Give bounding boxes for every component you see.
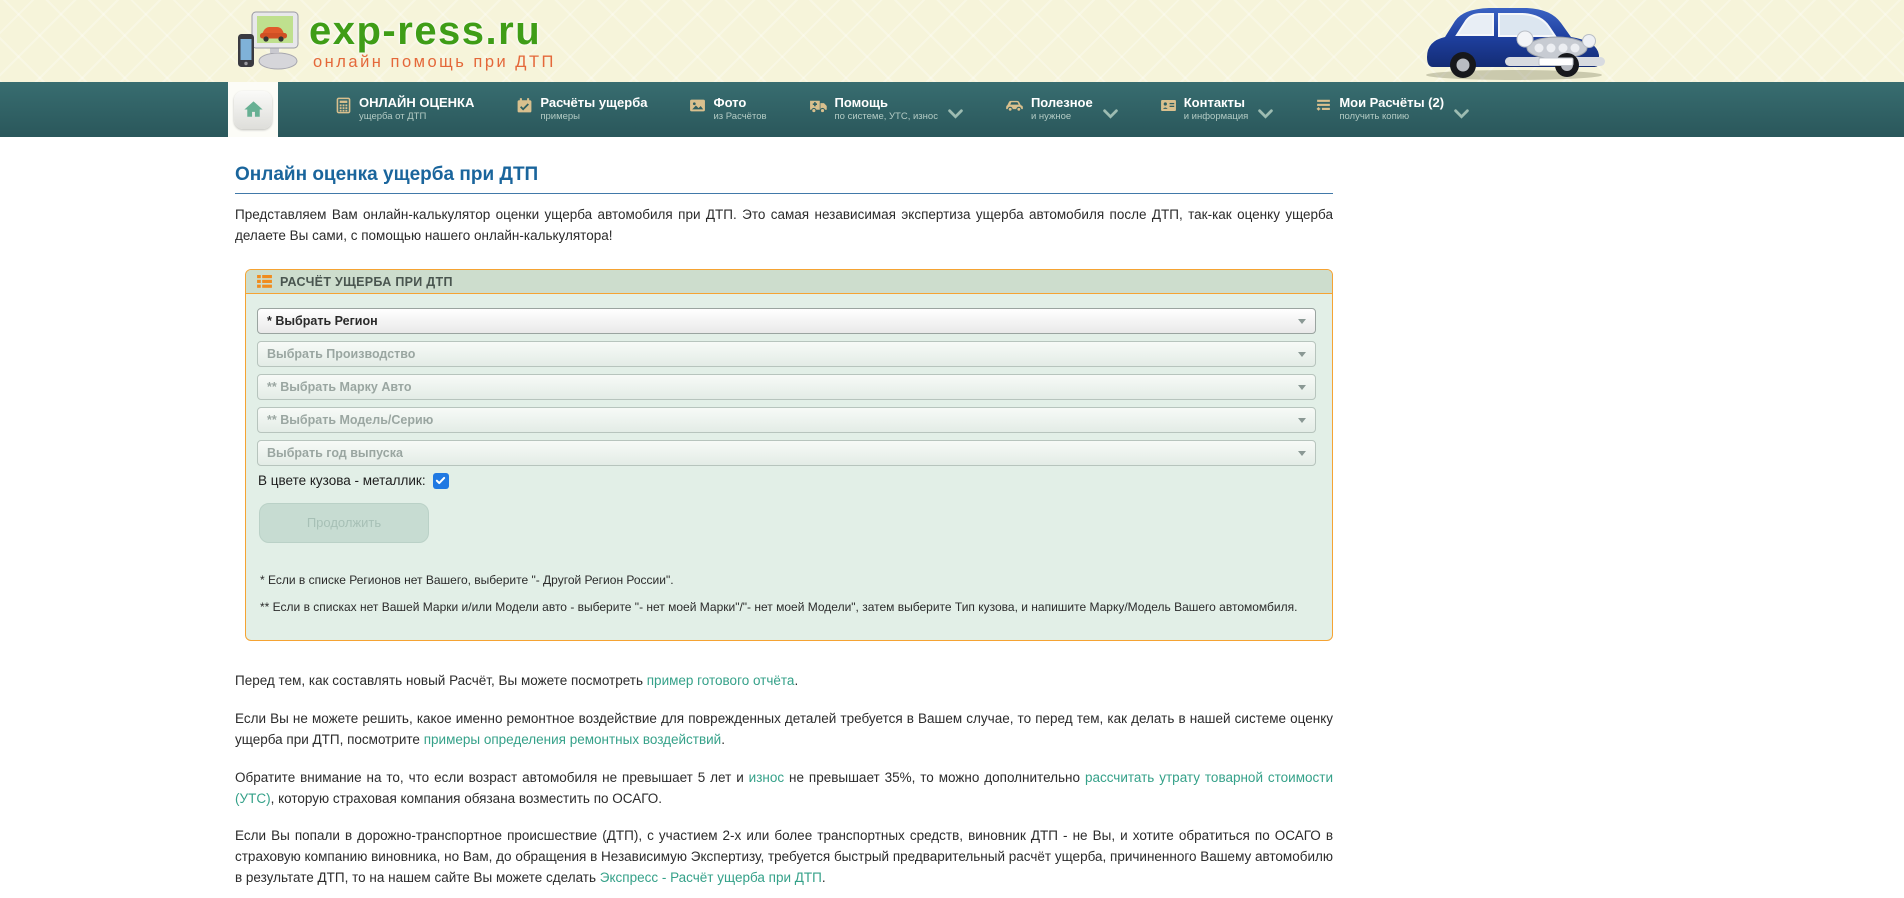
calc-panel [245,269,1333,641]
main-content [0,137,1904,889]
select-label: Выбрать Производство [267,346,416,361]
text-link[interactable]: Экспресс - Расчёт ущерба при ДТП [599,870,822,886]
nav-item-text [1031,96,1093,122]
nav-item-label: Фото [713,95,747,111]
text-segment: , которую страховая компания обязана возместить по ОСАГО. [270,790,663,806]
dropdown-arrow-icon [1298,451,1306,456]
nav-home-button[interactable] [228,82,278,137]
dropdown-arrow-icon [1298,352,1306,357]
text-segment: Перед тем, как составлять новый Расчёт, Вы можете посмотреть [235,672,647,688]
nav-item-poleznoe[interactable] [1005,96,1118,122]
chevron-down-icon [1454,109,1469,119]
chevron-down-icon [948,109,963,119]
dropdown-arrow-icon [1298,319,1306,324]
ambulance-icon [809,97,828,114]
text-segment: . [821,870,826,886]
nav-item-text [540,96,647,122]
calculator-icon [335,97,352,114]
nav-item-label: ОНЛАЙН ОЦЕНКА [359,95,475,111]
car-illustration [1419,1,1609,86]
select-list [257,308,1316,466]
car-icon [1005,97,1024,114]
text-segment: . [721,731,725,747]
logo-tagline: онлайн помощь при ДТП [313,52,556,71]
intro-paragraph: Представляем Вам онлайн-калькулятор оценки ущерба автомобиля при ДТП. Это самая независимая экспертиза ущерба автомобиля после ДТП, так-как оценку ущерба делаете Вы сами, с помощью нашего онлайн-калькулятора! [235,207,1333,243]
info-paragraph-1 [235,671,1333,692]
main-nav [0,82,1904,137]
nav-item-text [359,96,474,122]
metallic-checkbox-label: В цвете кузова - металлик: [258,473,426,489]
text-segment: не превышает 35%, то можно дополнительно [784,769,1085,785]
text-link[interactable]: пример готового отчёта [646,672,795,688]
chevron-down-icon [1103,109,1118,119]
metallic-checkbox[interactable] [433,473,449,489]
info-paragraph-2 [235,709,1333,751]
nav-item-text [835,96,938,122]
contact-card-icon [1160,97,1177,114]
calc-panel-title: РАСЧЁТ УЩЕРБА ПРИ ДТП [280,274,453,289]
text-segment: Если Вы не можете решить, какое именно ремонтное воздействие для поврежденных деталей требуется в Вашем случае, то перед тем, как делать в нашей системе оценку ущерба при ДТП, посмотрите [235,710,1333,747]
nav-item-moi-raschety[interactable] [1315,96,1469,122]
logo-computer-phone-icon [235,10,301,72]
nav-item-sublabel: ущерба от ДТП [359,111,427,123]
model-select [257,407,1316,433]
info-paragraph-4 [235,826,1333,889]
select-label: * Выбрать Регион [267,313,378,328]
nav-item-sublabel: получить копию [1339,111,1410,123]
text-segment: Обратите внимание на то, что если возраст автомобиля не превышает 5 лет и [235,769,749,785]
nav-item-text [713,96,766,122]
region-select[interactable] [257,308,1316,334]
nav-item-label: Полезное [1030,95,1093,111]
metallic-checkbox-row [258,473,1316,489]
nav-item-sublabel: примеры [540,111,581,123]
select-label: ** Выбрать Модель/Серию [267,412,434,427]
nav-item-pomosch[interactable] [809,96,963,122]
calc-panel-header [246,270,1332,294]
photo-icon [689,97,706,114]
dropdown-arrow-icon [1298,385,1306,390]
nav-item-sublabel: и информация [1183,111,1249,123]
home-icon [234,91,272,129]
nav-item-raschety-uscherba[interactable] [516,96,647,122]
site-header [0,0,1904,82]
nav-item-foto[interactable] [689,96,766,122]
dropdown-arrow-icon [1298,418,1306,423]
text-link[interactable]: износ [748,769,785,785]
nav-item-label: Мои Расчёты (2) [1339,95,1445,111]
nav-item-sublabel: по системе, УТС, износ [834,111,938,123]
info-paragraphs [235,671,1333,889]
nav-item-online-ocenka[interactable] [335,96,474,122]
nav-item-text [1184,96,1249,122]
note-model: ** Если в списках нет Вашей Марки и/или Модели авто - выберите "- нет моей Марки"/"- нет моей Модели", затем выберите Тип кузова, и напишите Марку/Модель Вашего автомомбиля. [260,599,1298,614]
year-select [257,440,1316,466]
logo-text: exp-ress.ru [309,8,542,53]
nav-item-sublabel: и нужное [1030,111,1072,123]
text-segment: . [794,672,799,688]
calc-panel-body [246,294,1332,640]
nav-item-label: Контакты [1183,95,1246,111]
production-select [257,341,1316,367]
page-title: Онлайн оценка ущерба при ДТП [235,164,1333,194]
chevron-down-icon [1258,109,1273,119]
nav-item-text [1339,96,1444,122]
select-label: Выбрать год выпуска [267,445,403,460]
continue-button[interactable]: Продолжить [259,503,429,543]
text-link[interactable]: рассчитать утрату товарной стоимости (УТС) [235,769,1333,806]
nav-menu [335,82,1469,137]
calendar-check-icon [516,97,533,114]
note-region: * Если в списке Регионов нет Вашего, выберите "- Другой Регион России". [260,572,674,587]
orange-list-icon [257,275,272,288]
select-label: ** Выбрать Марку Авто [267,379,412,394]
my-list-icon [1315,97,1332,114]
text-link[interactable]: примеры определения ремонтных воздействий [423,731,722,747]
text-segment: Если Вы попали в дорожно-транспортное происшествие (ДТП), с участием 2-х или более транспортных средств, виновник ДТП - не Вы, и хотите обратиться по ОСАГО в страховую компанию виновника, но Вам, до обращения в Независимую Экспертизу, требуется быстрый предварительный расчёт ущерба, причиненного Вашему автомобилю в результате ДТП, то на нашем сайте Вы можете сделать [235,828,1333,886]
nav-item-label: Расчёты ущерба [540,95,648,111]
make-select [257,374,1316,400]
nav-item-label: Помощь [834,95,888,111]
nav-item-kontakty[interactable] [1160,96,1274,122]
logo[interactable] [235,10,556,72]
info-paragraph-3 [235,768,1333,810]
nav-item-sublabel: из Расчётов [713,111,767,123]
